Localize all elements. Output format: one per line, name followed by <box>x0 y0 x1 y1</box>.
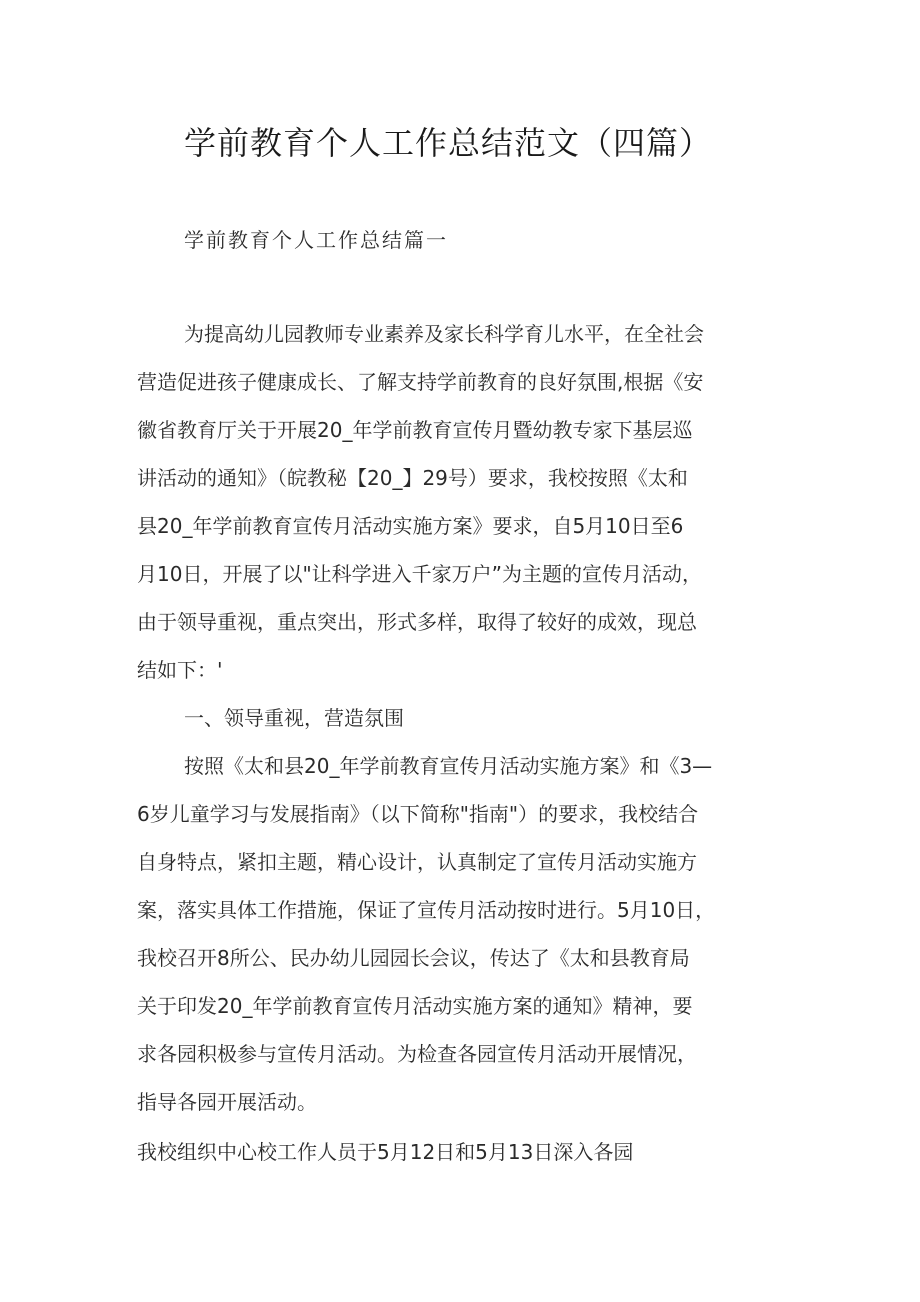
paragraph-line: 案，落实具体工作措施，保证了宣传月活动按时进行。5月10日， <box>137 898 716 922</box>
paragraph-line: 求各园积极参与宣传月活动。为检查各园宣传月活动开展情况， <box>137 1042 697 1066</box>
paragraph-leadership <box>137 742 797 1126</box>
section-heading: 一、领导重视，营造氛围 <box>184 706 404 730</box>
paragraph-line: 6岁儿童学习与发展指南》（以下简称"指南"）的要求，我校结合 <box>137 802 699 826</box>
paragraph-line: 营造促进孩子健康成长、了解支持学前教育的良好氛围,根据《安 <box>137 370 704 394</box>
paragraph-line: 县20_年学前教育宣传月活动实施方案》要求，自5月10日至6 <box>137 514 684 538</box>
paragraph-line: 我校召开8所公、民办幼儿园园长会议，传达了《太和县教育局 <box>137 946 690 970</box>
paragraph-line: 关于印发20_年学前教育宣传月活动实施方案的通知》精神，要 <box>137 994 693 1018</box>
paragraph-intro <box>137 310 797 694</box>
paragraph-line: 为提高幼儿园教师专业素养及家长科学育儿水平，在全社会 <box>184 322 704 346</box>
paragraph-line: 自身特点，紧扣主题，精心设计，认真制定了宣传月活动实施方 <box>137 850 697 874</box>
paragraph-line: 徽省教育厅关于开展20_年学前教育宣传月暨幼教专家下基层巡 <box>137 418 693 442</box>
paragraph-line: 讲活动的通知》（皖教秘【20_】29号）要求，我校按照《太和 <box>137 466 688 490</box>
paragraph-line: 按照《太和县20_年学前教育宣传月活动实施方案》和《3— <box>184 754 713 778</box>
paragraph-line: 指导各园开展活动。 <box>137 1090 317 1114</box>
document-title: 学前教育个人工作总结范文（四篇） <box>184 124 713 162</box>
paragraph-line: 结如下：' <box>137 658 223 682</box>
paragraph-line: 月10日，开展了以"让科学进入千家万户”为主题的宣传月活动， <box>137 562 703 586</box>
document-body <box>137 310 797 1126</box>
paragraph-line: 由于领导重视，重点突出，形式多样，取得了较好的成效，现总 <box>137 610 697 634</box>
paragraph-continuation: 我校组织中心校工作人员于5月12日和5月13日深入各园 <box>137 1140 634 1164</box>
section-subtitle: 学前教育个人工作总结篇一 <box>184 228 448 252</box>
